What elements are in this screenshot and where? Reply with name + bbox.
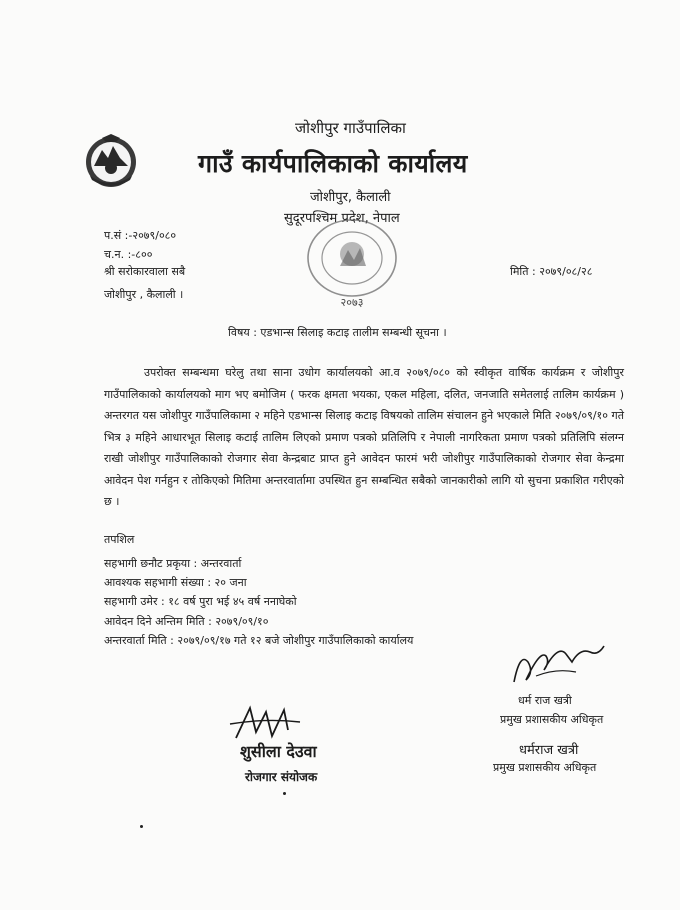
signatory-left-title: रोजगार संयोजक — [245, 770, 318, 784]
notice-body: उपरोक्त सम्बन्धमा घरेलु तथा साना उधोग कार्यालयको आ.व २०७९/०८० को स्वीकृत वार्षिक कार्यक्रम र जोशीपुर गाउँपालिकाको कार्यालयको माग भए बमोजिम ( फरक क्षमता भयका, एकल महिला, दलित, जनजाति समेतलाई तालिम कार्यक्रम ) अन्तरगत यस जोशीपुर गाउँपालिकामा २ महिने एडभान्स सिलाइ कटाइ विषयको तालिम संचालन हुने भएकाले मिति २०७९/०९/१० गते भित्र ३ महिने आधारभूत सिलाइ कटाई तालिम लिएको प्रमाण पत्रको प्रतिलिपि र नेपाली नागरिकता प्रमाण पत्रको प्रतिलिपि संलग्न राखी जोशीपुर गाउँपालिकाको रोजगार सेवा केन्द्रबाट प्राप्त हुने आवेदन फारमं भरी जोशीपुर गाउँपालिकाको रोजगार सेवा केन्द्रमा आवेदन पेश गर्नहुन र तोकिएको मितिमा अन्तरवार्तामा उपस्थित हुन सम्बन्धित सबैको जानकारीको लागि यो सुचना प्रकाशित गरीएको छ । — [104, 366, 624, 508]
address-line-1: जोशीपुर, कैलाली — [310, 190, 391, 205]
details-item: आवश्यक सहभागी संख्या : २० जना — [104, 576, 247, 589]
letter-date: मिति : २०७९/०८/२८ — [510, 265, 593, 278]
details-item: अन्तरवार्ता मिति : २०७९/०९/१७ गते १२ बजे जोशीपुर गाउँपालिकाको कार्यालय — [104, 634, 414, 647]
nepal-emblem-icon — [82, 132, 140, 190]
office-seal-stamp — [298, 214, 406, 310]
ink-dot — [140, 825, 143, 828]
org-name: जोशीपुर गाउँपालिका — [295, 119, 406, 137]
details-item: सहभागी उमेर : १८ वर्ष पुरा भई ४५ वर्ष ननाघेको — [104, 595, 297, 608]
recipient-line-1: श्री सरोकारवाला सबै — [104, 265, 186, 278]
office-title: गाउँ कार्यपालिकाको कार्यालय — [198, 149, 468, 178]
details-item: सहभागी छनौट प्रकृया : अन्तरवार्ता — [104, 557, 242, 570]
recipient-line-2: जोशीपुर , कैलाली । — [104, 288, 184, 301]
signatory-left-name: शुसीला देउवा — [240, 742, 317, 761]
details-heading: तपशिल — [104, 533, 135, 546]
address-line-2: सुदूरपश्चिम प्रदेश, नेपाल — [284, 211, 400, 226]
ink-dot — [283, 792, 286, 795]
signatory-right-name: धर्म राज खत्री — [518, 694, 572, 707]
stamp-right-title: प्रमुख प्रशासकीय अधिकृत — [493, 761, 597, 774]
reference-number: प.सं :-२०७९/०८० — [104, 229, 177, 242]
signatory-right-title: प्रमुख प्रशासकीय अधिकृत — [500, 713, 604, 726]
dispatch-number: च.न. :-८०० — [104, 248, 153, 261]
seal-year: २०७३ — [340, 296, 364, 309]
signature-right — [506, 632, 616, 692]
details-item: आवेदन दिने अन्तिम मिति : २०७९/०९/१० — [104, 615, 269, 628]
subject-line: विषय : एडभान्स सिलाइ कटाइ तालीम सम्बन्धी सूचना । — [228, 326, 447, 339]
stamp-right-name: धर्मराज खत्री — [519, 743, 579, 758]
